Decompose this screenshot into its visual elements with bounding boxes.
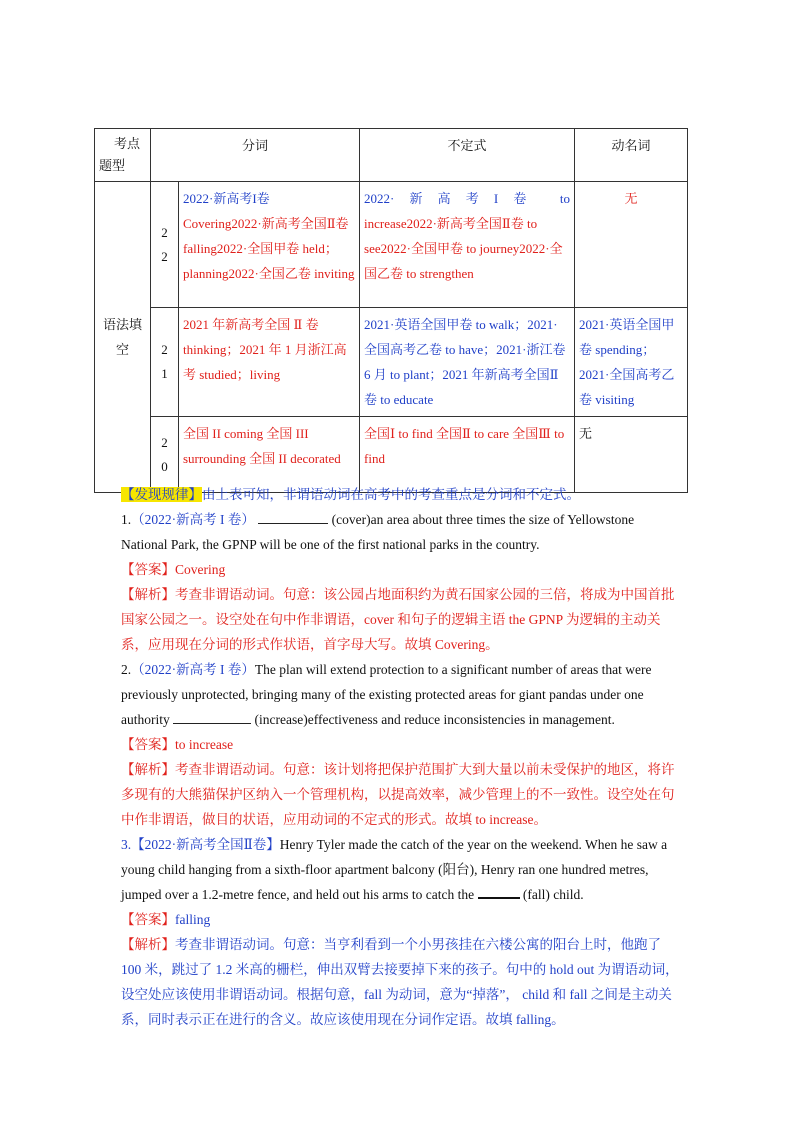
answer-tag: 【答案】 bbox=[121, 562, 175, 577]
question-source: （2022·新高考 I 卷） bbox=[131, 512, 255, 527]
rule-tag: 【发现规律】 bbox=[121, 487, 202, 502]
question-text: (cover)an area about three times the size of Yellowstone National Park, the GPNP will be one of the first national parks in the country. bbox=[121, 512, 635, 552]
question-number: 2. bbox=[121, 662, 132, 677]
answer-blank[interactable] bbox=[478, 883, 520, 899]
gerund-value: 2021·英语全国甲卷 spending；2021·全国高考乙卷 visiting bbox=[579, 317, 675, 407]
infinitive-head: 2022·新高考I卷 to bbox=[364, 191, 571, 206]
infinitive-list: 全国Ⅰ to find 全国Ⅱ to care 全国Ⅲ to find bbox=[364, 426, 565, 466]
analysis-tag: 【解析】 bbox=[121, 587, 175, 602]
table-header-row bbox=[95, 129, 688, 182]
year-digit: 1 bbox=[161, 366, 168, 381]
gerund-value: 无 bbox=[579, 426, 593, 441]
question-text-end: (fall) child. bbox=[522, 887, 584, 902]
header-corner-top: 考点 bbox=[113, 136, 140, 151]
header-corner bbox=[95, 129, 151, 182]
table-row-2022 bbox=[95, 182, 688, 308]
answer-line-3 bbox=[121, 907, 681, 932]
year-digit: 2 bbox=[161, 248, 168, 264]
analysis-2 bbox=[121, 757, 681, 832]
analysis-tag: 【解析】 bbox=[121, 937, 175, 952]
year-cell-2022 bbox=[151, 182, 179, 308]
analysis-tag: 【解析】 bbox=[121, 762, 175, 777]
infinitive-list: increase2022·新高考全国Ⅱ卷 to see2022·全国甲卷 to journey2022·全国乙卷 to strengthen bbox=[364, 216, 563, 281]
analysis-text-cont: 句中的 hold out 为谓语动词，设空处应该使用非谓语动词。根据句意，fall 为动词，意为“掉落”， child 和 fall 之间是主动关系，同时表示正在进行的含义。故应该使用现在分词作定语。故填 falling。 bbox=[121, 962, 679, 1027]
rule-line bbox=[121, 482, 681, 507]
analysis-1 bbox=[121, 582, 681, 657]
row-label-cell bbox=[95, 182, 151, 493]
answer-line-2 bbox=[121, 732, 681, 757]
answer-value: falling bbox=[175, 912, 211, 927]
answer-tag: 【答案】 bbox=[121, 912, 175, 927]
infinitive-cell-2022 bbox=[360, 182, 575, 308]
question-2 bbox=[121, 657, 681, 732]
analysis-text: 考查非谓语动词。句意：该公园占地面积约为黄石国家公园的三倍，将成为中国首批国家公园之一。设空处在句中作非谓语，cover 和句子的逻辑主语 the GPNP 为逻辑的主动关系，应用现在分词的形式作状语，首字母大写。故填 Covering。 bbox=[121, 587, 675, 652]
participle-list: 全国 II coming 全国 III surrounding 全国 II decorated bbox=[183, 426, 341, 466]
infinitive-list: 2021·英语全国甲卷 to walk；2021·全国高考乙卷 to have；2021·浙江卷 6 月 to plant；2021 年新高考全国Ⅱ卷 to educate bbox=[364, 317, 566, 407]
participle-list: Covering2022·新高考全国Ⅱ卷 falling2022·全国甲卷 held；planning2022·全国乙卷 inviting bbox=[183, 216, 355, 281]
header-infinitive: 不定式 bbox=[360, 129, 575, 182]
body-content bbox=[121, 482, 681, 1032]
infinitive-cell-2021 bbox=[360, 308, 575, 417]
gerund-cell-2021 bbox=[575, 308, 688, 417]
analysis-text: 考查非谓语动词。句意：当亨利看到一个小男孩挂在六楼公寓的阳台上时，他跑了 100 米，跳过了 1.2 米高的栅栏，伸出双臂去接要掉下来的孩子。 bbox=[121, 937, 661, 977]
question-text-end: (increase)effectiveness and reduce inconsistencies in management. bbox=[254, 712, 615, 727]
answer-tag: 【答案】 bbox=[121, 737, 175, 752]
year-digit: 0 bbox=[161, 458, 168, 474]
analysis-3 bbox=[121, 932, 681, 1032]
year-digit: 2 bbox=[161, 342, 168, 357]
gerund-cell-2022 bbox=[575, 182, 688, 308]
summary-table bbox=[94, 128, 688, 493]
participle-cell-2021 bbox=[179, 308, 360, 417]
participle-head: 2022·新高考I卷 bbox=[183, 191, 270, 206]
question-text: The plan will extend protection to a significant number of areas that were previously unprotected, bringing many of the existing protected areas for giant pandas under one authority bbox=[121, 662, 652, 727]
answer-line-1 bbox=[121, 557, 681, 582]
participle-cell-2022 bbox=[179, 182, 360, 308]
table-row-2021 bbox=[95, 308, 688, 417]
year-digit: 2 bbox=[161, 434, 168, 450]
header-corner-bottom: 题型 bbox=[99, 158, 126, 173]
analysis-text: 考查非谓语动词。句意：该计划将把保护范围扩大到大量以前未受保护的地区，将许多现有的大熊猫保护区纳入一个管理机构，以提高效率，减少管理上的不一致性。设空处在句中作非谓语，做目的状语，应用动词的不定式的形式。故填 to increase。 bbox=[121, 762, 675, 827]
row-label: 语法填空 bbox=[102, 317, 142, 357]
header-participle: 分词 bbox=[151, 129, 360, 182]
answer-blank[interactable] bbox=[258, 509, 328, 524]
year-cell-2021 bbox=[151, 308, 179, 417]
answer-blank[interactable] bbox=[173, 709, 251, 724]
gerund-value: 无 bbox=[624, 191, 638, 206]
answer-value: to increase bbox=[175, 737, 234, 752]
answer-value: Covering bbox=[175, 562, 226, 577]
question-number: 1. bbox=[121, 512, 132, 527]
question-1 bbox=[121, 507, 681, 557]
year-digit: 2 bbox=[161, 224, 168, 240]
participle-list: 2021 年新高考全国 Ⅱ 卷 thinking；2021 年 1 月浙江高考 studied；living bbox=[183, 317, 347, 382]
question-3 bbox=[121, 832, 681, 907]
question-text: Henry Tyler made the catch of the year on the weekend. When he saw a young child hanging from a sixth-floor apartment balcony (阳台), Henry ran one hundred metres, jumped over a 1.2-metre fence, and held out his arms to catch the bbox=[121, 837, 668, 902]
header-gerund: 动名词 bbox=[575, 129, 688, 182]
rule-text: 由上表可知，非谓语动词在高考中的考查重点是分词和不定式。 bbox=[202, 487, 580, 502]
question-number: 3. bbox=[121, 837, 132, 852]
question-source: 【2022·新高考全国Ⅱ卷】 bbox=[131, 837, 280, 852]
question-source: （2022·新高考 I 卷） bbox=[131, 662, 255, 677]
